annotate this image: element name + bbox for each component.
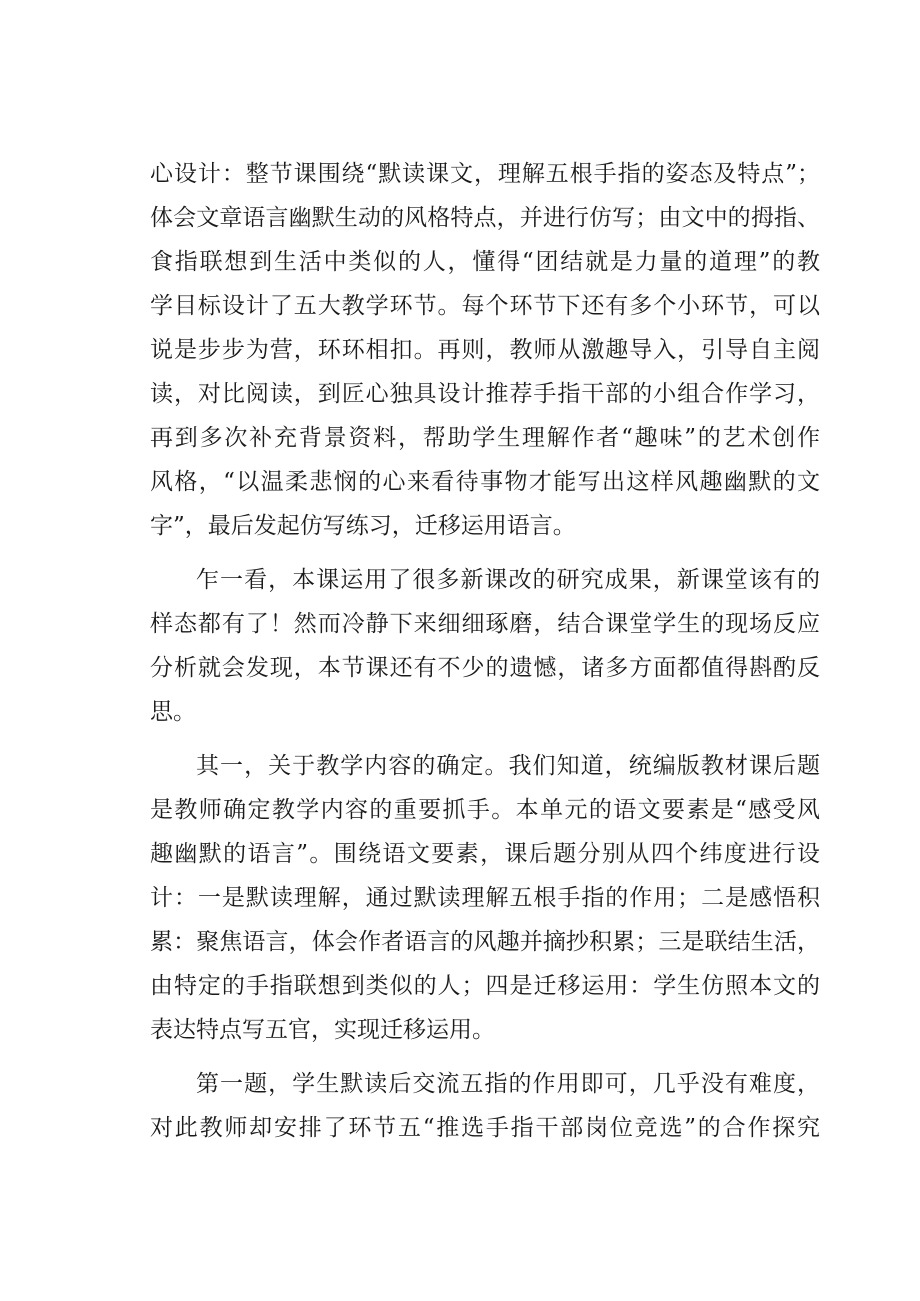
text-line: 学目标设计了五大教学环节。每个环节下还有多个小环节，可以: [150, 293, 820, 319]
paragraph-gap: [150, 548, 820, 558]
text-line: 食指联想到生活中类似的人，懂得“团结就是力量的道理”的教: [150, 249, 820, 275]
text-line: 累：聚焦语言，体会作者语言的风趣并摘抄积累；三是联结生活，: [150, 929, 820, 955]
text-line: 风格，“以温柔悲悯的心来看待事物才能写出这样风趣幽默的文: [150, 469, 820, 495]
text-line: 其一，关于教学内容的确定。我们知道，统编版教材课后题: [196, 753, 820, 779]
text-line: 计：一是默读理解，通过默读理解五根手指的作用；二是感悟积: [150, 885, 820, 911]
document-body: [150, 152, 820, 1150]
text-line: 说是步步为营，环环相扣。再则，教师从激趣导入，引导自主阅: [150, 337, 820, 363]
text-line: 第一题，学生默读后交流五指的作用即可，几乎没有难度，: [196, 1071, 820, 1097]
text-line: 读，对比阅读，到匠心独具设计推荐手指干部的小组合作学习，: [150, 381, 820, 407]
text-line: 思。: [150, 699, 196, 725]
text-line: 表达特点写五官，实现迁移运用。: [150, 1017, 495, 1043]
text-line: 由特定的手指联想到类似的人；四是迁移运用：学生仿照本文的: [150, 973, 820, 999]
paragraph-3: [150, 744, 820, 1052]
text-line: 乍一看，本课运用了很多新课改的研究成果，新课堂该有的: [196, 567, 820, 593]
text-line: 体会文章语言幽默生动的风格特点，并进行仿写；由文中的拇指、: [150, 205, 820, 231]
text-line: 分析就会发现，本节课还有不少的遗憾，诸多方面都值得斟酌反: [150, 655, 820, 681]
paragraph-1: [150, 152, 820, 548]
paragraph-2: [150, 558, 820, 734]
text-line: 心设计：整节课围绕“默读课文，理解五根手指的姿态及特点”；: [150, 161, 820, 187]
text-line: 再到多次补充背景资料，帮助学生理解作者“趣味”的艺术创作: [150, 425, 820, 451]
paragraph-gap: [150, 734, 820, 744]
text-line: 字”，最后发起仿写练习，迁移运用语言。: [150, 513, 576, 539]
paragraph-gap: [150, 1052, 820, 1062]
text-line: 对此教师却安排了环节五“推选手指干部岗位竞选”的合作探究: [150, 1115, 820, 1141]
text-line: 趣幽默的语言”。围绕语文要素，课后题分别从四个纬度进行设: [150, 841, 820, 867]
paragraph-4: [150, 1062, 820, 1150]
text-line: 是教师确定教学内容的重要抓手。本单元的语文要素是“感受风: [150, 797, 820, 823]
text-line: 样态都有了！然而冷静下来细细琢磨，结合课堂学生的现场反应: [150, 611, 820, 637]
